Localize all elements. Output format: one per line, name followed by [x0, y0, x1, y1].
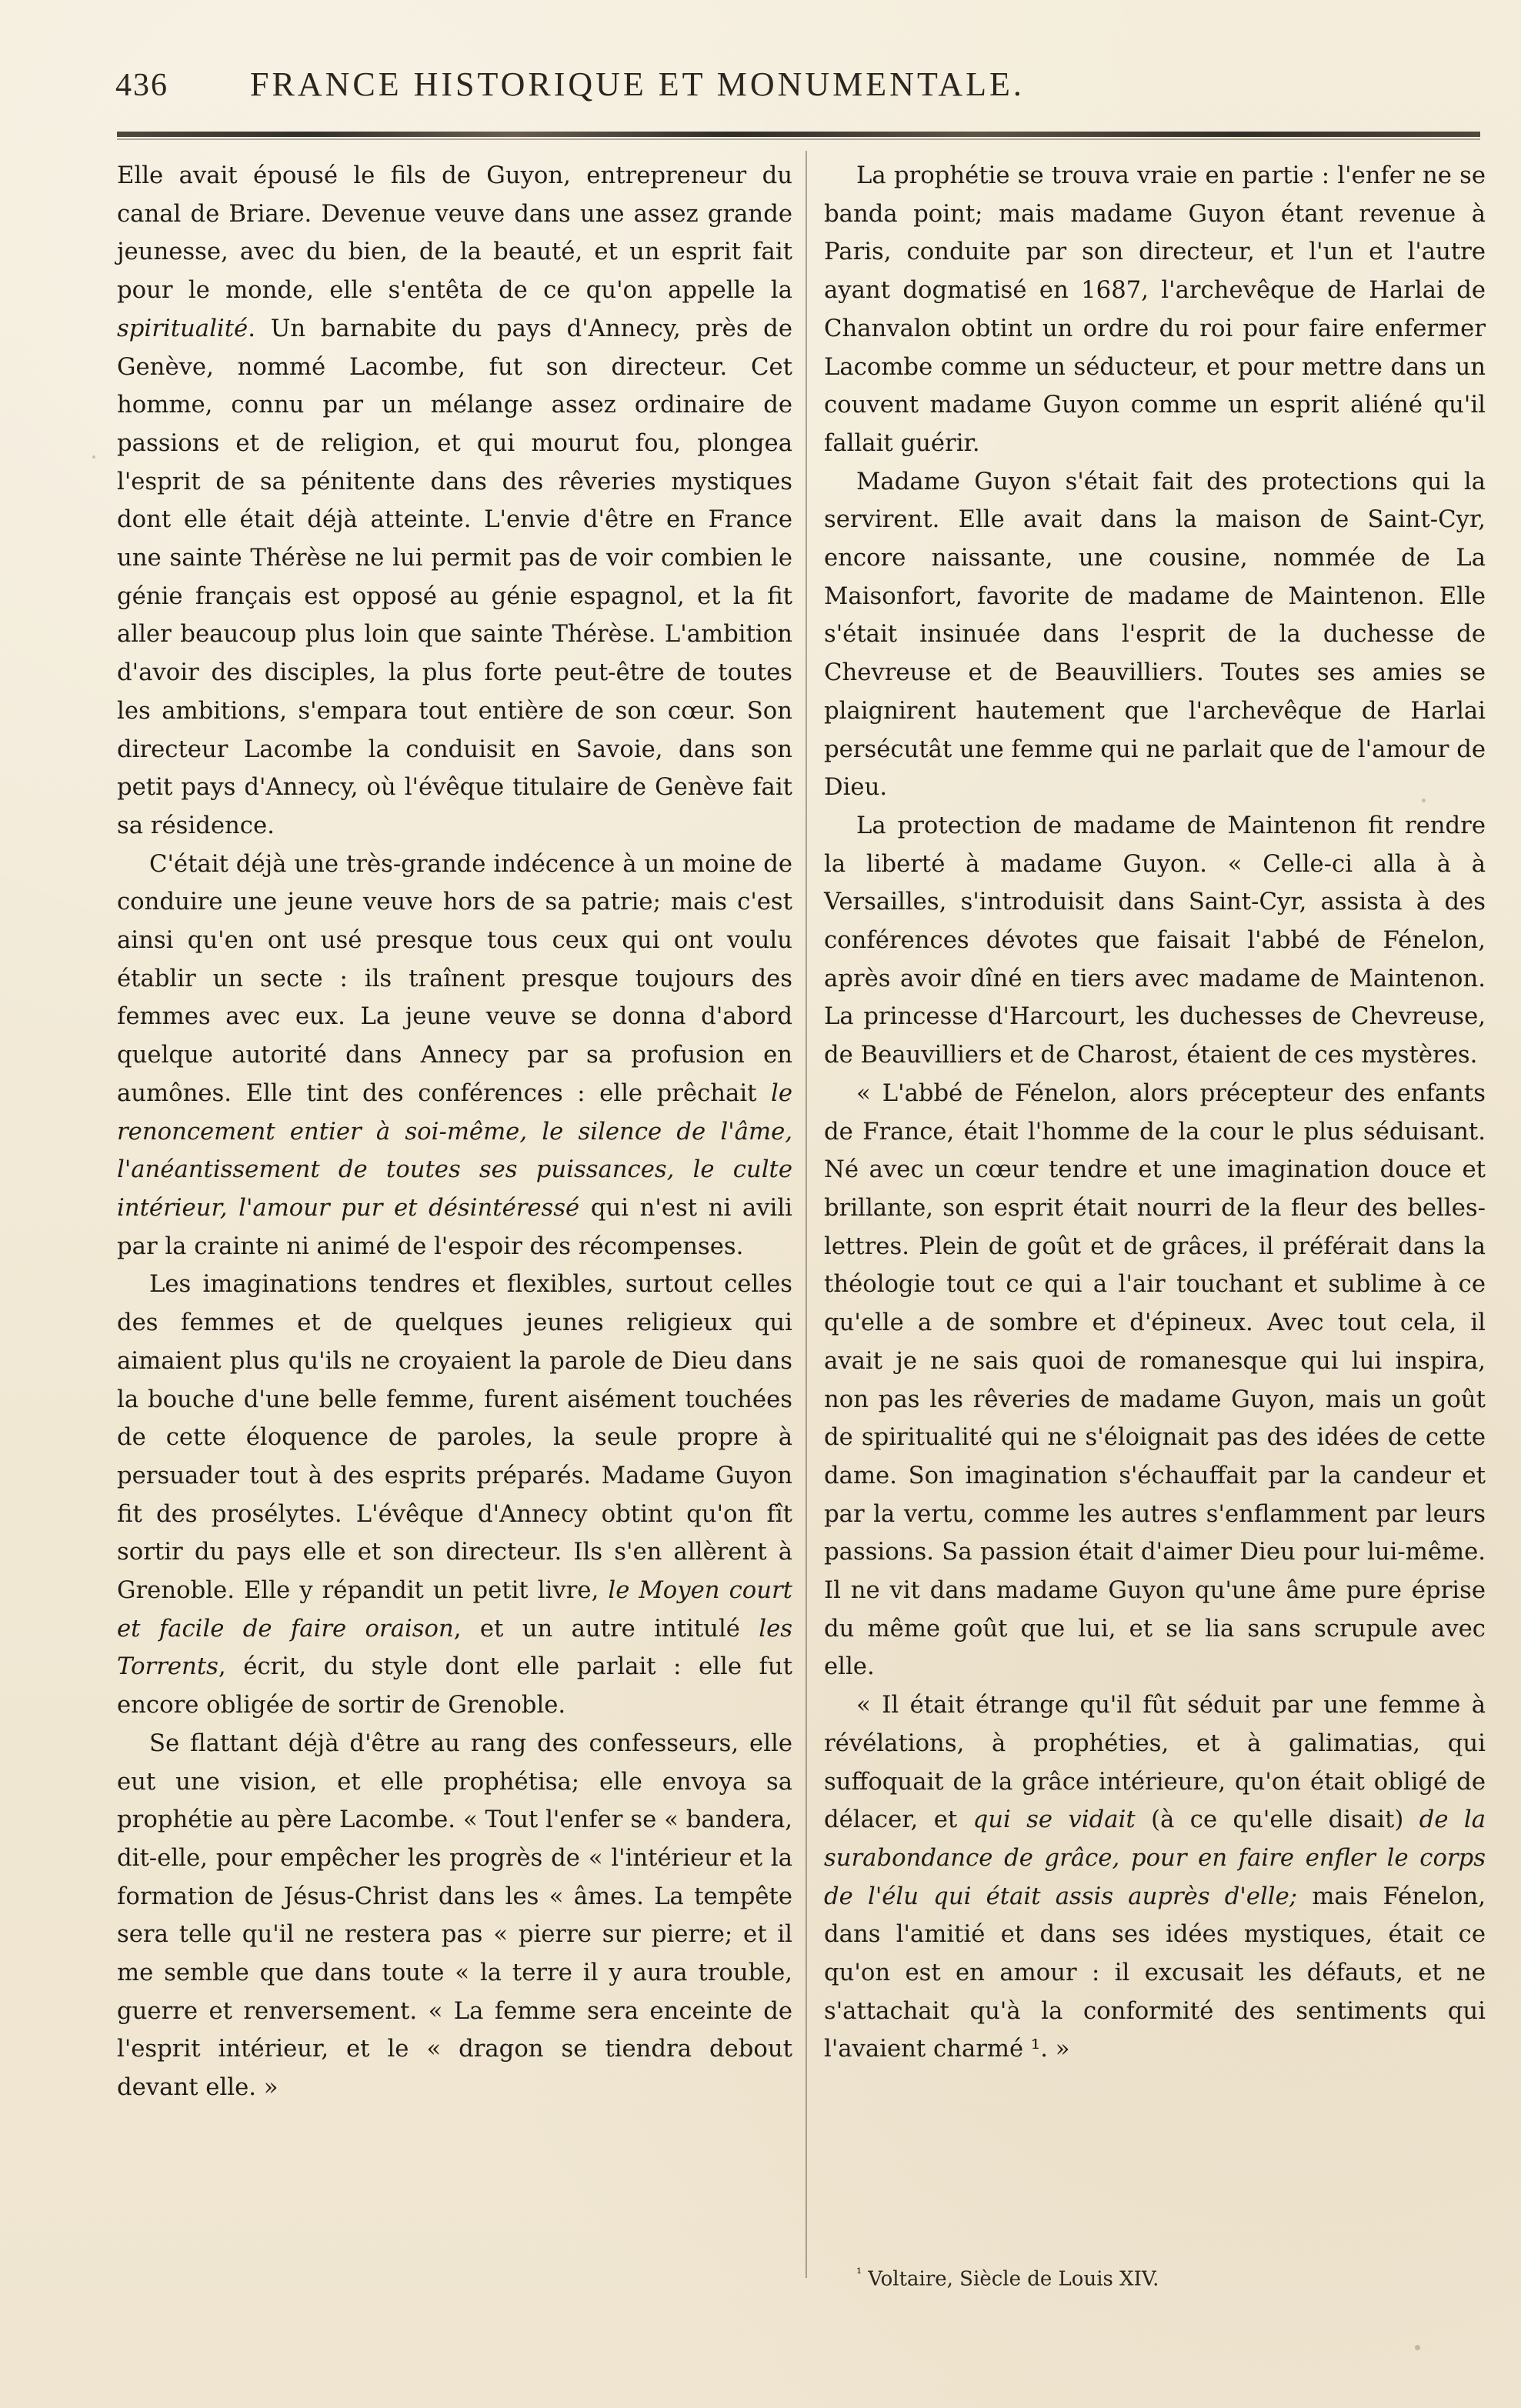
right-paragraph-5-part-e: mais Fénelon, dans l'amitié et dans ses idées mystiques, était ce qu'on est en amour : il excusait les défauts, et ne s'attachait qu'à la conformité des sentiments qui l'avaient charmé ¹. »	[824, 1883, 1486, 2063]
right-paragraph-5-part-c: (à ce qu'elle disait)	[1135, 1806, 1419, 1834]
left-paragraph-2	[117, 845, 792, 1266]
left-paragraph-3	[117, 1266, 792, 1724]
right-column	[824, 157, 1486, 2069]
left-paragraph-4: Se flattant déjà d'être au rang des confesseurs, elle eut une vision, et elle prophétisa; elle envoya sa prophétie au père Lacombe. « Tout l'enfer se « bandera, dit-elle, pour empêcher les progrès de « l'intérieur et la formation de Jésus-Christ dans les « âmes. La tempête sera telle qu'il ne restera pas « pierre sur pierre; et il me semble que dans toute « la terre il y aura trouble, guerre et renversement. « La femme sera enceinte de l'esprit intérieur, et le « dragon se tiendra debout devant elle. »	[117, 1729, 792, 2102]
right-paragraph-3: La protection de madame de Maintenon fit rendre la liberté à madame Guyon. « Celle-ci alla à à Versailles, s'introduisit dans Saint-Cyr, assista à des conférences dévotes que faisait l'abbé de Fénelon, après avoir dîné en tiers avec madame de Maintenon. La princesse d'Harcourt, les duchesses de Chevreuse, de Beauvilliers et de Charost, étaient de ces mystères.	[824, 812, 1486, 1069]
right-paragraph-5-part-a: « Il était étrange qu'il fût séduit par une femme à révélations, à prophéties, et à galimatias, qui suffoquait de la grâce intérieure, qu'on était obligé de délacer, et	[824, 1692, 1486, 1834]
page-header	[115, 65, 1483, 118]
right-paragraph-5-italic-2: de la surabondance de grâce, pour en faire enfler le corps de l'élu qui était assis auprès d'elle;	[824, 1806, 1486, 1910]
left-paragraph-1-italic: spiritualité	[117, 315, 248, 342]
left-paragraph-3-part-c: , et un autre intitulé	[453, 1615, 759, 1643]
right-paragraph-4: « L'abbé de Fénelon, alors précepteur des enfants de France, était l'homme de la cour le plus séduisant. Né avec un cœur tendre et une imagination douce et brillante, son esprit était nourri de la fleur des belles-lettres. Plein de goût et de grâces, il préférait dans la théologie tout ce qui a l'air touchant et sublime à ce qu'elle a de sombre et d'épineux. Avec tout cela, il avait je ne sais quoi de romanesque qui lui inspira, non pas les rêveries de madame Guyon, mais un goût de spiritualité qui ne s'éloignait pas des idées de cette dame. Son imagination s'échauffait par la candeur et par la vertu, comme les autres s'enflamment par leurs passions. Sa passion était d'aimer Dieu pour lui-même. Il ne vit dans madame Guyon qu'une âme pure éprise du même goût que lui, et se lia sans scrupule avec elle.	[824, 1079, 1486, 1681]
left-paragraph-3-italic-2: les Torrents	[117, 1615, 792, 1681]
header-rule	[117, 132, 1480, 137]
left-paragraph-2-italic: le renoncement entier à soi-même, le silence de l'âme, l'anéantissement de toutes ses puissances, le culte intérieur, l'amour pur et désintéressé	[117, 1079, 792, 1222]
left-paragraph-3-part-e: , écrit, du style dont elle parlait : elle fut encore obligée de sortir de Grenoble.	[117, 1653, 792, 1719]
left-paragraph-1-part-c: . Un barnabite du pays d'Annecy, près de Genève, nommé Lacombe, fut son directeur. Cet homme, connu par un mélange assez ordinaire de passions et de religion, et qui mourut fou, plongea l'esprit de sa pénitente dans des rêveries mystiques dont elle était déjà atteinte. L'envie d'être en France une sainte Thérèse ne lui permit pas de voir combien le génie français est opposé au génie espagnol, et la fit aller beaucoup plus loin que sainte Thérèse. L'ambition d'avoir des disciples, la plus forte peut-être de toutes les ambitions, s'empara tout entière de son cœur. Son directeur Lacombe la conduisit en Savoie, dans son petit pays d'Annecy, où l'évêque titulaire de Genève fait sa résidence.	[117, 315, 792, 839]
paper-speck	[1422, 799, 1426, 802]
left-paragraph-2-part-c: qui n'est ni avili par la crainte ni animé de l'espoir des récompenses.	[117, 1194, 792, 1260]
left-paragraph-1	[117, 157, 792, 845]
running-title: FRANCE HISTORIQUE ET MONUMENTALE.	[250, 65, 1025, 103]
left-paragraph-1-part-a: Elle avait épousé le fils de Guyon, entrepreneur du canal de Briare. Devenue veuve dans une assez grande jeunesse, avec du bien, de la beauté, et un esprit fait pour le monde, elle s'entêta de ce qu'on appelle la	[117, 162, 792, 305]
left-column	[117, 157, 792, 2107]
page-number: 436	[115, 68, 168, 103]
footnote	[856, 2261, 1356, 2293]
right-paragraph-5-italic-1: qui se vidait	[972, 1806, 1136, 1834]
right-paragraph-1: La prophétie se trouva vraie en partie : l'enfer ne se banda point; mais madame Guyon étant revenue à Paris, conduite par son directeur, et l'un et l'autre ayant dogmatisé en 1687, l'archevêque de Harlai de Chanvalon obtint un ordre du roi pour faire enfermer Lacombe comme un séducteur, et pour mettre dans un couvent madame Guyon comme un esprit aliéné qu'il fallait guérir.	[824, 162, 1486, 457]
footnote-number: ¹	[856, 2266, 862, 2282]
left-paragraph-3-part-a: Les imaginations tendres et flexibles, surtout celles des femmes et de quelques jeunes religieux qui aimaient plus qu'ils ne croyaient la parole de Dieu dans la bouche d'une belle femme, furent aisément touchées de cette éloquence de paroles, la seule propre à persuader tout à des esprits préparés. Madame Guyon fit des prosélytes. L'évêque d'Annecy obtint qu'on fît sortir du pays elle et son directeur. Ils s'en allèrent à Grenoble. Elle y répandit un petit livre,	[117, 1271, 792, 1605]
footnote-text: Voltaire, Siècle de Louis XIV.	[868, 2267, 1159, 2291]
left-paragraph-2-part-a: C'était déjà une très-grande indécence à un moine de conduire une jeune veuve hors de sa patrie; mais c'est ainsi qu'en ont usé presque tous ceux qui ont voulu établir un secte : ils traînent presque toujours des femmes avec eux. La jeune veuve se donna d'abord quelque autorité dans Annecy par sa profusion en aumônes. Elle tint des conférences : elle prêchait	[117, 850, 792, 1107]
right-paragraph-2: Madame Guyon s'était fait des protections qui la servirent. Elle avait dans la maison de Saint-Cyr, encore naissante, une cousine, nommée de La Maisonfort, favorite de madame de Maintenon. Elle s'était insinuée dans l'esprit de la duchesse de Chevreuse et de Beauvilliers. Toutes ses amies se plaignirent hautement que l'archevêque de Harlai persécutât une femme qui ne parlait que de l'amour de Dieu.	[824, 468, 1486, 802]
paper-speck	[1415, 2345, 1420, 2350]
column-divider	[806, 151, 807, 2278]
left-paragraph-3-italic-1: le Moyen court et facile de faire oraison	[117, 1577, 792, 1643]
right-paragraph-5	[824, 1686, 1486, 2069]
paper-speck	[92, 455, 95, 459]
